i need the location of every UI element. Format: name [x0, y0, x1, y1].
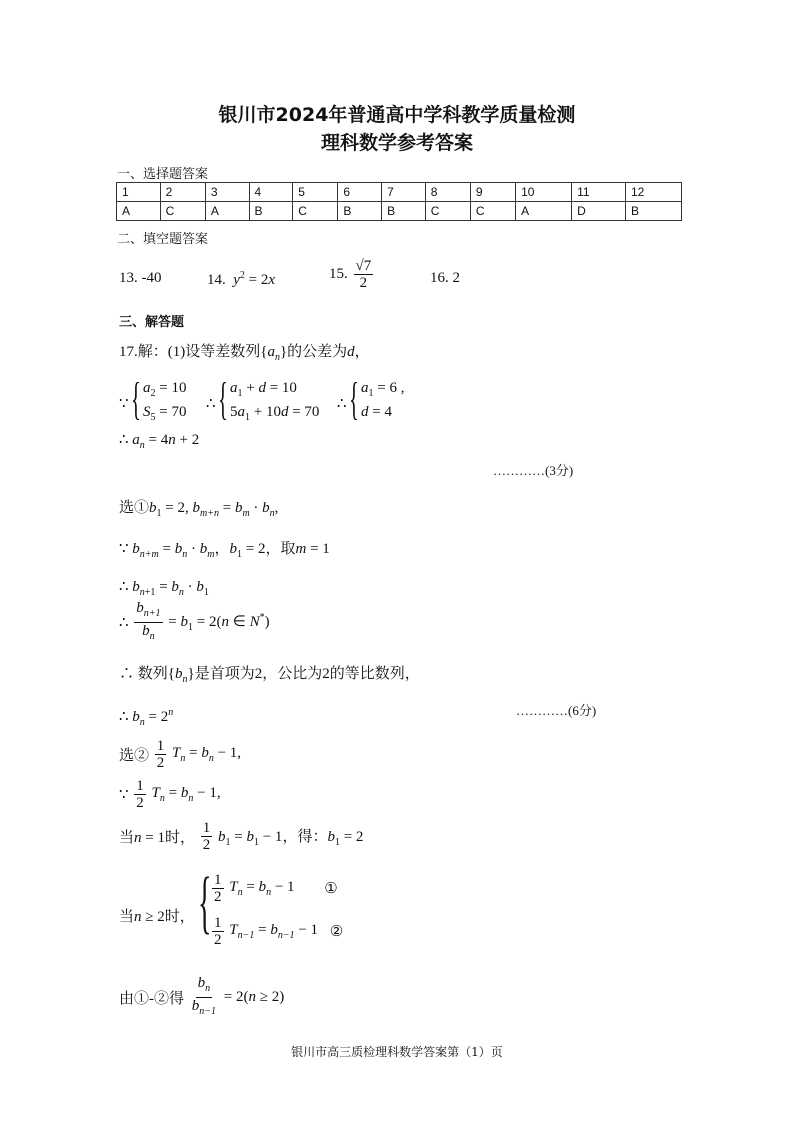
q17-intro: 17.解：(1)设等差数列$\{a_n\}$的公差为d， [119, 344, 370, 363]
question-number-cell: 11 [572, 183, 626, 202]
section3-heading: 三、解答题 [119, 315, 185, 330]
q15-label: 15. [329, 266, 348, 282]
when-tail: 时， [164, 830, 195, 846]
question-number-row [117, 183, 682, 202]
answer-cell: B [625, 202, 681, 221]
answer-cell: D [572, 202, 626, 221]
question-number-cell: 12 [625, 183, 681, 202]
mark-2: ② [329, 924, 344, 940]
choice1-geometric: ∴ 数列$\{b_n\}$是首项为2，公比为2的等比数列， [119, 666, 420, 685]
q17-intro-text: 17.解：(1)设等差数列 [119, 344, 261, 360]
question-number-cell: 1 [117, 183, 161, 202]
choice2-condition: 选② $\frac{1}{2}$ $T_n = b_n - 1$, [119, 738, 242, 771]
subtraction-result: 由①-②得 $\frac{b_n}{b_{n-1}}$ = 2(n ≥ 2) [119, 975, 285, 1017]
formula-bn: ∴ $b_n = 2^n$ [119, 707, 174, 728]
choice1-condition: 选$①b_1 = 2$, $b_{m+n} = b_m \cdot b_n$, [119, 500, 279, 519]
q16-value: 2 [452, 270, 460, 286]
choice2-label: 选② [119, 748, 150, 764]
q13-value: -40 [141, 270, 162, 286]
answer-16 [430, 270, 460, 287]
question-number-cell: 7 [382, 183, 426, 202]
answer-table [116, 182, 682, 221]
question-number-cell: 6 [338, 183, 382, 202]
answer-cell: A [117, 202, 161, 221]
q16-label: 16. [430, 270, 449, 286]
document-title: 银川市2024年普通高中学科教学质量检测 [218, 104, 576, 126]
answer-cell: A [516, 202, 572, 221]
when-n2-tail: 时， [164, 909, 195, 925]
answer-cell: C [160, 202, 205, 221]
take-m-text: ，取 [265, 541, 296, 557]
get-text: ，得： [282, 829, 328, 845]
question-number-cell: 9 [470, 183, 515, 202]
answer-cell: C [293, 202, 338, 221]
question-number-cell: 3 [205, 183, 249, 202]
geo-text: 数列 [137, 666, 168, 682]
score-6: …………(6分) [516, 703, 597, 718]
choice2-given: ∵ $\frac{1}{2}$ $T_n = b_n - 1$, [119, 778, 221, 811]
question-number-cell: 5 [293, 183, 338, 202]
choice1-label: 选① [119, 500, 150, 516]
question-number-cell: 2 [160, 183, 205, 202]
system-eq2: $\frac{1}{2}$ $T_{n-1} = b_{n-1} - 1$ ② [214, 915, 344, 948]
answer-13 [119, 270, 162, 287]
page-footer: 银川市高三质检理科数学答案第（1）页 [291, 1045, 503, 1059]
q13-label: 13. [119, 270, 138, 286]
answer-cell: A [205, 202, 249, 221]
score-3: …………(3分) [493, 463, 574, 478]
from-text: 由①-②得 [119, 991, 184, 1007]
answer-cell: B [338, 202, 382, 221]
answer-14: 14. $y^2 = 2x$ [207, 270, 276, 288]
document-subtitle: 理科数学参考答案 [320, 132, 473, 154]
answer-cell: C [470, 202, 515, 221]
answer-cell: B [249, 202, 293, 221]
section1-heading: 一、选择题答案 [117, 167, 209, 182]
question-number-cell: 10 [516, 183, 572, 202]
formula-an: ∴ $a_n = 4n + 2$ [119, 432, 200, 451]
q14-label: 14. [207, 272, 226, 288]
choice2-n2-label: 当n ≥ 2时， [119, 909, 195, 925]
system-brace: { [198, 864, 212, 941]
answer-row [117, 202, 682, 221]
question-number-cell: 8 [425, 183, 470, 202]
q17-intro-tail: 的公差为 [287, 344, 348, 360]
answer-cell: B [382, 202, 426, 221]
answer-15: 15. $\frac{√7}{2}$ [329, 258, 372, 291]
system-eq1: $\frac{1}{2}$ $T_n = b_n - 1$ ① [214, 872, 338, 905]
choice1-step1: ∵ $b_{n+m} = b_n \cdot b_m$，$b_1 = 2$，取m = 1 [119, 541, 330, 560]
when-label: 当 [119, 830, 135, 846]
choice2-n1: 当n = 1时， $\frac{1}{2}$ $b_1 = b_1 - 1$，得：$b_1 = 2$ [119, 820, 364, 853]
choice1-ratio: ∴ $\frac{b_{n+1}}{b_n}$ = $b_1 = 2(n$ ∈ N*) [119, 600, 270, 642]
question-number-cell: 4 [249, 183, 293, 202]
mark-1: ① [324, 881, 338, 897]
geo-text-tail: 是首项为2，公比为2的等比数列， [194, 666, 420, 682]
answer-cell: C [425, 202, 470, 221]
section2-heading: 二、填空题答案 [117, 232, 209, 247]
choice1-step2: ∴ $b_{n+1} = b_n \cdot b_1$ [119, 579, 209, 598]
